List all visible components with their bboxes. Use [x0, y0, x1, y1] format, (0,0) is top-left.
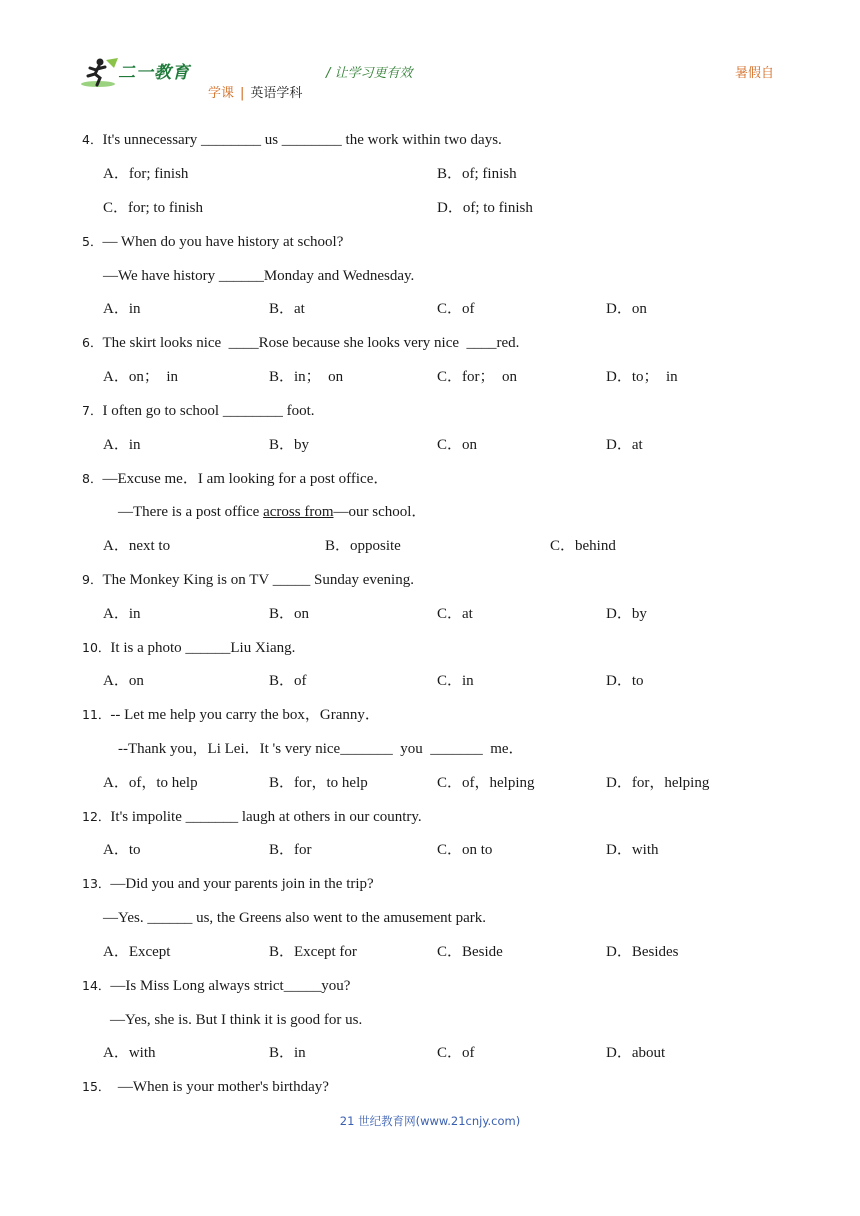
question-9 — [82, 571, 414, 589]
option: C．on to — [437, 842, 493, 858]
option: A．on — [103, 673, 144, 689]
question-text: -- Let me help you carry the box，Granny． — [110, 707, 380, 723]
subtitle-separator: | — [240, 86, 245, 101]
option: D．by — [606, 606, 647, 622]
question-text: —Did you and your parents join in the trip? — [110, 876, 374, 892]
option: D．Besides — [606, 944, 679, 960]
question-11 — [82, 706, 380, 724]
question-text: I often go to school ________ foot. — [102, 403, 315, 419]
option: C．of — [437, 301, 475, 317]
option: A．with — [103, 1045, 156, 1061]
header-slogan: / 让学习更有效 — [326, 66, 413, 81]
option: C．on — [437, 437, 478, 453]
header-subtitle — [208, 82, 302, 101]
page-footer: 21 世纪教育网(www.21cnjy.com) — [339, 1114, 521, 1128]
question-7 — [82, 402, 315, 420]
question-13 — [82, 875, 374, 893]
logo — [80, 54, 200, 90]
question-text: The Monkey King is on TV _____ Sunday evening. — [102, 572, 414, 588]
question-text-line2: —Yes, she is. But I think it is good for us. — [110, 1012, 363, 1028]
header-corner-text: 暑假自 — [734, 66, 774, 81]
question-10 — [82, 639, 295, 657]
text-segment: —our school． — [333, 504, 427, 520]
option: B．on — [269, 606, 310, 622]
option: B．of; finish — [437, 166, 517, 182]
option: A．to — [103, 842, 141, 858]
question-text-line2 — [118, 503, 426, 521]
question-text-line2: --Thank you，Li Lei．It 's very nice_______ you _______ me． — [118, 741, 524, 757]
option: C．at — [437, 606, 473, 622]
subtitle-subject: 英语学科 — [250, 86, 303, 101]
question-15 — [82, 1078, 329, 1096]
question-text-line2: —We have history ______Monday and Wednesday. — [103, 268, 415, 284]
logo-text: 二一教育 — [118, 63, 190, 83]
option: B．Except for — [269, 944, 357, 960]
option: B．for — [269, 842, 312, 858]
option: C．for; to finish — [103, 200, 203, 216]
question-text: —Is Miss Long always strict_____you? — [110, 978, 351, 994]
question-12 — [82, 808, 422, 826]
question-5 — [82, 233, 343, 251]
question-number: 10． — [82, 640, 111, 655]
question-6 — [82, 334, 519, 352]
option: D．on — [606, 301, 647, 317]
question-number: 15． — [82, 1079, 111, 1094]
option: C．of — [437, 1045, 475, 1061]
option: A．next to — [103, 538, 171, 554]
question-text: It is a photo ______Liu Xiang. — [110, 640, 296, 656]
question-number: 4． — [82, 132, 103, 147]
runner-logo-icon — [80, 54, 120, 90]
option: A．on； in — [103, 369, 179, 385]
option: B．by — [269, 437, 310, 453]
option: C．in — [437, 673, 474, 689]
option: B．opposite — [325, 538, 401, 554]
question-number: 12． — [82, 809, 111, 824]
question-number: 8． — [82, 471, 103, 486]
question-number: 6． — [82, 335, 103, 350]
question-text: It's impolite _______ laugh at others in our country. — [110, 809, 422, 825]
option: D．to； in — [606, 369, 678, 385]
option: D．of; to finish — [437, 200, 533, 216]
option: A．in — [103, 606, 141, 622]
option: A．of，to help — [103, 775, 198, 791]
question-4 — [82, 131, 502, 149]
question-number: 11． — [82, 707, 111, 722]
question-text: — When do you have history at school? — [102, 234, 344, 250]
question-text: It's unnecessary ________ us ________ the work within two days. — [102, 132, 502, 148]
question-14 — [82, 977, 350, 995]
option: B．for，to help — [269, 775, 368, 791]
option: D．with — [606, 842, 659, 858]
question-8 — [82, 470, 388, 488]
option: A．in — [103, 437, 141, 453]
option: B．in — [269, 1045, 306, 1061]
question-number: 13． — [82, 876, 111, 891]
option: A．Except — [103, 944, 171, 960]
subtitle-course: 学课 — [208, 86, 235, 101]
underlined-phrase: across from — [263, 504, 334, 520]
question-text: —Excuse me．I am looking for a post office． — [102, 471, 389, 487]
option: D．about — [606, 1045, 666, 1061]
question-number: 7． — [82, 403, 103, 418]
question-number: 9． — [82, 572, 103, 587]
option: D．for，helping — [606, 775, 710, 791]
question-text: —When is your mother's birthday? — [110, 1079, 329, 1095]
option: B．of — [269, 673, 307, 689]
option: C．Beside — [437, 944, 503, 960]
option: B．at — [269, 301, 305, 317]
option: A．for; finish — [103, 166, 189, 182]
option: D．at — [606, 437, 643, 453]
option: D．to — [606, 673, 644, 689]
question-number: 14． — [82, 978, 111, 993]
page-header — [0, 0, 860, 110]
question-number: 5． — [82, 234, 103, 249]
option: B．in； on — [269, 369, 344, 385]
question-text: The skirt looks nice ____Rose because she looks very nice ____red. — [102, 335, 520, 351]
option: C．behind — [550, 538, 616, 554]
option: C．for； on — [437, 369, 517, 385]
text-segment: —There is a post office — [118, 504, 264, 520]
option: A．in — [103, 301, 141, 317]
option: C．of，helping — [437, 775, 535, 791]
question-text-line2: —Yes. ______ us, the Greens also went to the amusement park. — [103, 910, 486, 926]
